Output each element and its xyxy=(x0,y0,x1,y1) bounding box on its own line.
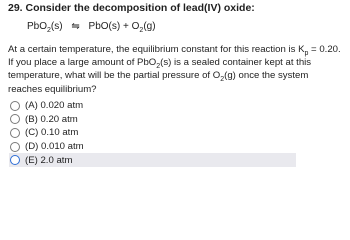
radio-button-selected[interactable] xyxy=(10,155,20,165)
body-part-4: (g) once the system reaches equilibrium? xyxy=(8,70,309,95)
radio-button[interactable] xyxy=(10,114,20,124)
reactant-state: (s) xyxy=(50,21,63,32)
question-title: 29. Consider the decomposition of lead(IV) oxide: xyxy=(8,2,255,14)
radio-button[interactable] xyxy=(10,101,20,111)
option-e[interactable] xyxy=(9,153,296,167)
body-part-2: = 0.20. If you place a large amount of PbO xyxy=(8,44,341,69)
equilibrium-arrow-icon: ⇋ xyxy=(71,21,80,32)
option-a[interactable] xyxy=(10,99,296,113)
option-label: (D) 0.010 atm xyxy=(25,141,84,153)
answer-options xyxy=(10,99,296,167)
option-label: (C) 0.10 atm xyxy=(25,127,79,139)
reaction-equation: PbO$_2$(s) ⇋ $PbO(s) + O_2(g)$ xyxy=(27,21,156,34)
option-d[interactable] xyxy=(10,140,296,154)
product-1: PbO(s) xyxy=(88,21,121,32)
reactant-formula: PbO xyxy=(27,21,48,32)
kp-subscript: p xyxy=(304,49,309,57)
plus-sign: + xyxy=(123,21,129,32)
radio-button[interactable] xyxy=(10,142,20,152)
radio-button[interactable] xyxy=(10,128,20,138)
option-label: (A) 0.020 atm xyxy=(25,100,84,112)
question-body: At a certain temperature, the equilibrium constant for this reaction is $K_p = 0.20$. If you place a large amount of PbO$_2$(s) is a sealed container kept at this temperature, what will be the partial pressure of $O_2(g)$ once the system reaches equilibrium? xyxy=(8,44,341,95)
body-part-1: At a certain temperature, the equilibrium constant for this reaction is K xyxy=(8,44,305,55)
option-c[interactable] xyxy=(10,126,296,140)
product-2-state: (g) xyxy=(143,21,156,32)
option-label: (E) 2.0 atm xyxy=(25,154,73,166)
product-2-formula: O xyxy=(131,21,140,32)
option-b[interactable] xyxy=(10,113,296,127)
option-label: (B) 0.20 atm xyxy=(25,113,78,125)
body-part-3: (s) is a sealed container kept at this temperature, what will be the partial pressure of O xyxy=(8,57,312,82)
